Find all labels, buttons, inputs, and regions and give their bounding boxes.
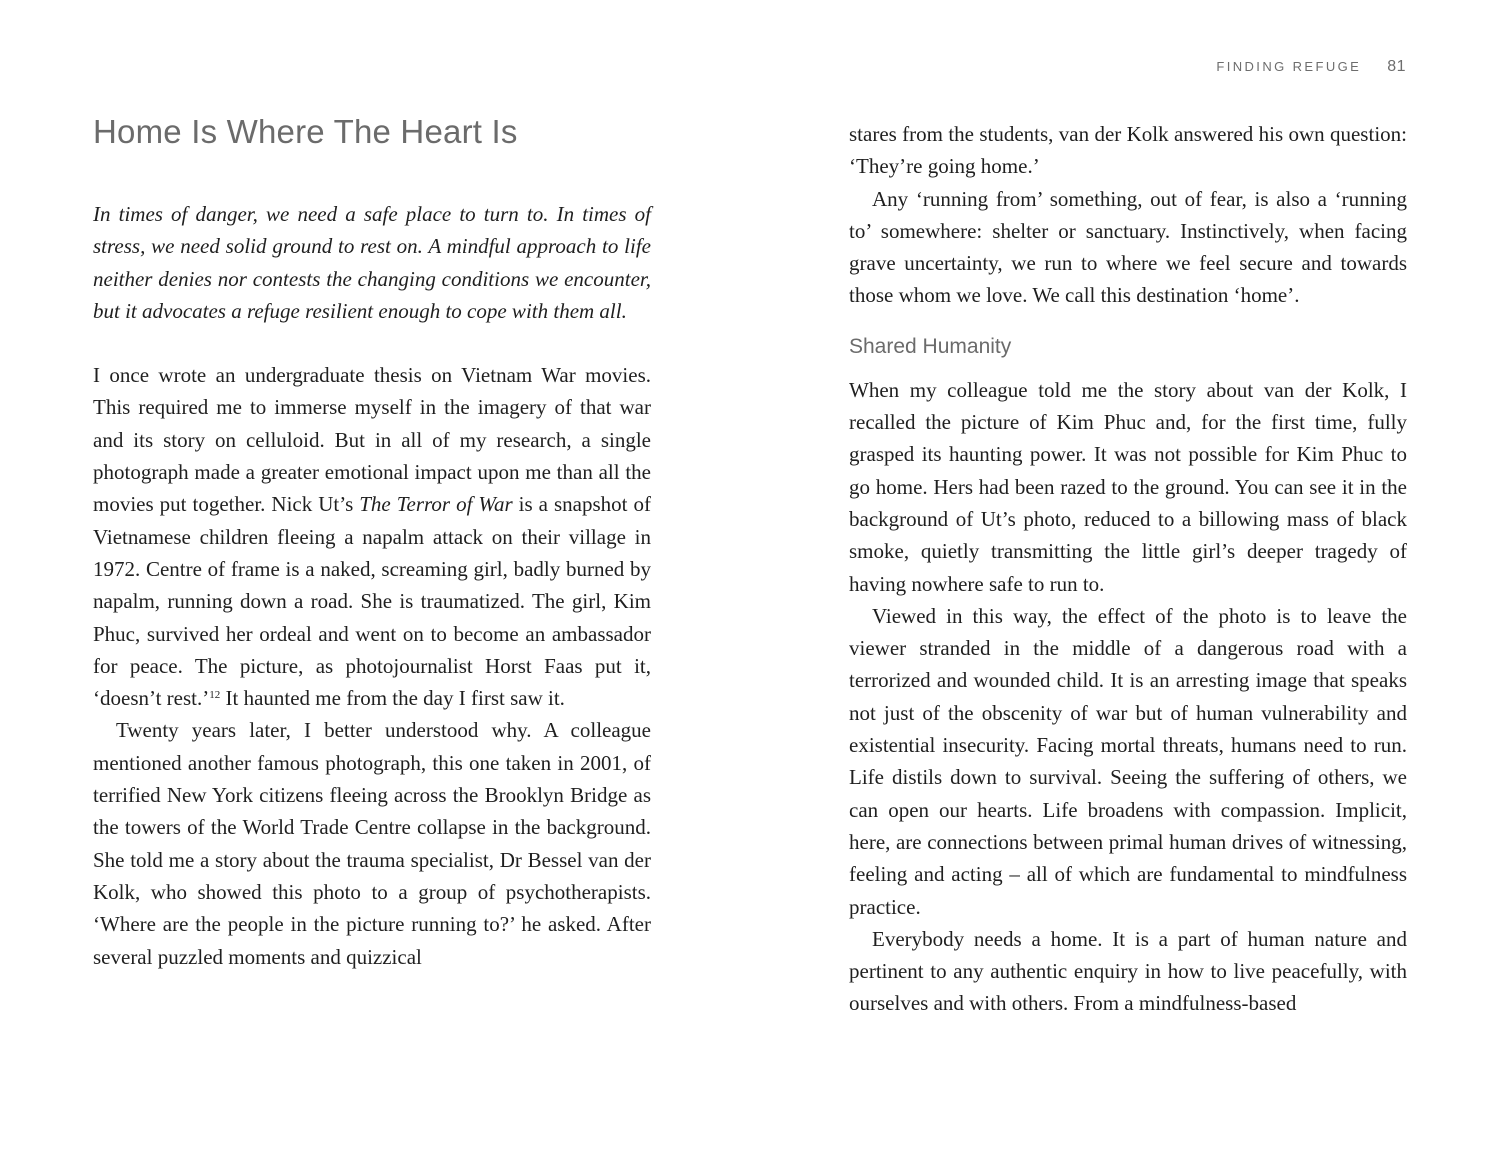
body-paragraph: Everybody needs a home. It is a part of human nature and pertinent to any authentic enquiry in how to live peacefully, with ourselves and with others. From a mindfulness-based: [849, 926, 1407, 1016]
page-number: 81: [1387, 58, 1406, 75]
body-paragraph: Viewed in this way, the effect of the photo is to leave the viewer stranded in the middle of a dangerous road with a terrorized and wounded child. It is an arresting image that speaks not just of the obscenity of war but of human vulnerability and existential insecurity. Facing mortal threats, humans need to run. Life distils down to survival. Seeing the suffering of others, we can open our hearts. Life broadens with compassion. Implicit, here, are connections between primal human drives of witnessing, feeling and acting – all of which are fundamental to mindfulness practice.: [849, 603, 1407, 919]
text-run: It haunted me from the day I first saw it.: [220, 686, 565, 711]
running-head: [1216, 58, 1406, 76]
left-column: [93, 110, 651, 973]
section-subheading: Shared Humanity: [849, 334, 1012, 358]
photo-title: The Terror of War: [359, 492, 513, 517]
body-paragraph: [93, 359, 651, 714]
right-column: [849, 118, 1407, 1020]
text-run: is a snapshot of Vietnamese children fleeing a napalm attack on their village in 1972. Centre of frame is a naked, screaming girl, badly burned by napalm, running down a road. She is traumatized. The girl, Kim Phuc, survived her ordeal and went on to become an ambassador for peace. The picture, as photojournalist Horst Faas put it, ‘doesn’t rest.’: [93, 492, 651, 711]
chapter-intro: In times of danger, we need a safe place to turn to. In times of stress, we need solid ground to rest on. A mindful approach to life neither denies nor contests the changing conditions we encounter, but it advocates a refuge resilient enough to cope with them all.: [93, 202, 651, 323]
body-paragraph: stares from the students, van der Kolk answered his own question: ‘They’re going home.’: [849, 122, 1407, 179]
chapter-title: Home Is Where The Heart Is: [93, 113, 518, 150]
running-head-section: FINDING REFUGE: [1216, 59, 1362, 74]
body-paragraph: Any ‘running from’ something, out of fear, is also a ‘running to’ somewhere: shelter or sanctuary. Instinctively, when facing grave uncertainty, we run to where we feel secure and towards those whom we love. We call this destination ‘home’.: [849, 186, 1407, 308]
text-run: I once wrote an undergraduate thesis on Vietnam War movies. This required me to immerse myself in the imagery of that war and its story on celluloid. But in all of my research, a single photograph made a greater emotional impact upon me than all the movies put together. Nick Ut’s: [93, 363, 651, 517]
footnote-marker[interactable]: 12: [209, 689, 221, 702]
body-paragraph: Twenty years later, I better understood why. A colleague mentioned another famous photograph, this one taken in 2001, of terrified New York citizens fleeing across the Brooklyn Bridge as the towers of the World Trade Centre collapse in the background. She told me a story about the trauma specialist, Dr Bessel van der Kolk, who showed this photo to a group of psychotherapists. ‘Where are the people in the picture running to?’ he asked. After several puzzled moments and quizzical: [93, 718, 651, 969]
body-paragraph: When my colleague told me the story about van der Kolk, I recalled the picture of Kim Phuc and, for the first time, fully grasped its haunting power. It was not possible for Kim Phuc to go home. Hers had been razed to the ground. You can see it in the background of Ut’s photo, reduced to a billowing mass of black smoke, quietly transmitting the little girl’s deeper tragedy of having nowhere safe to run to.: [849, 377, 1407, 596]
